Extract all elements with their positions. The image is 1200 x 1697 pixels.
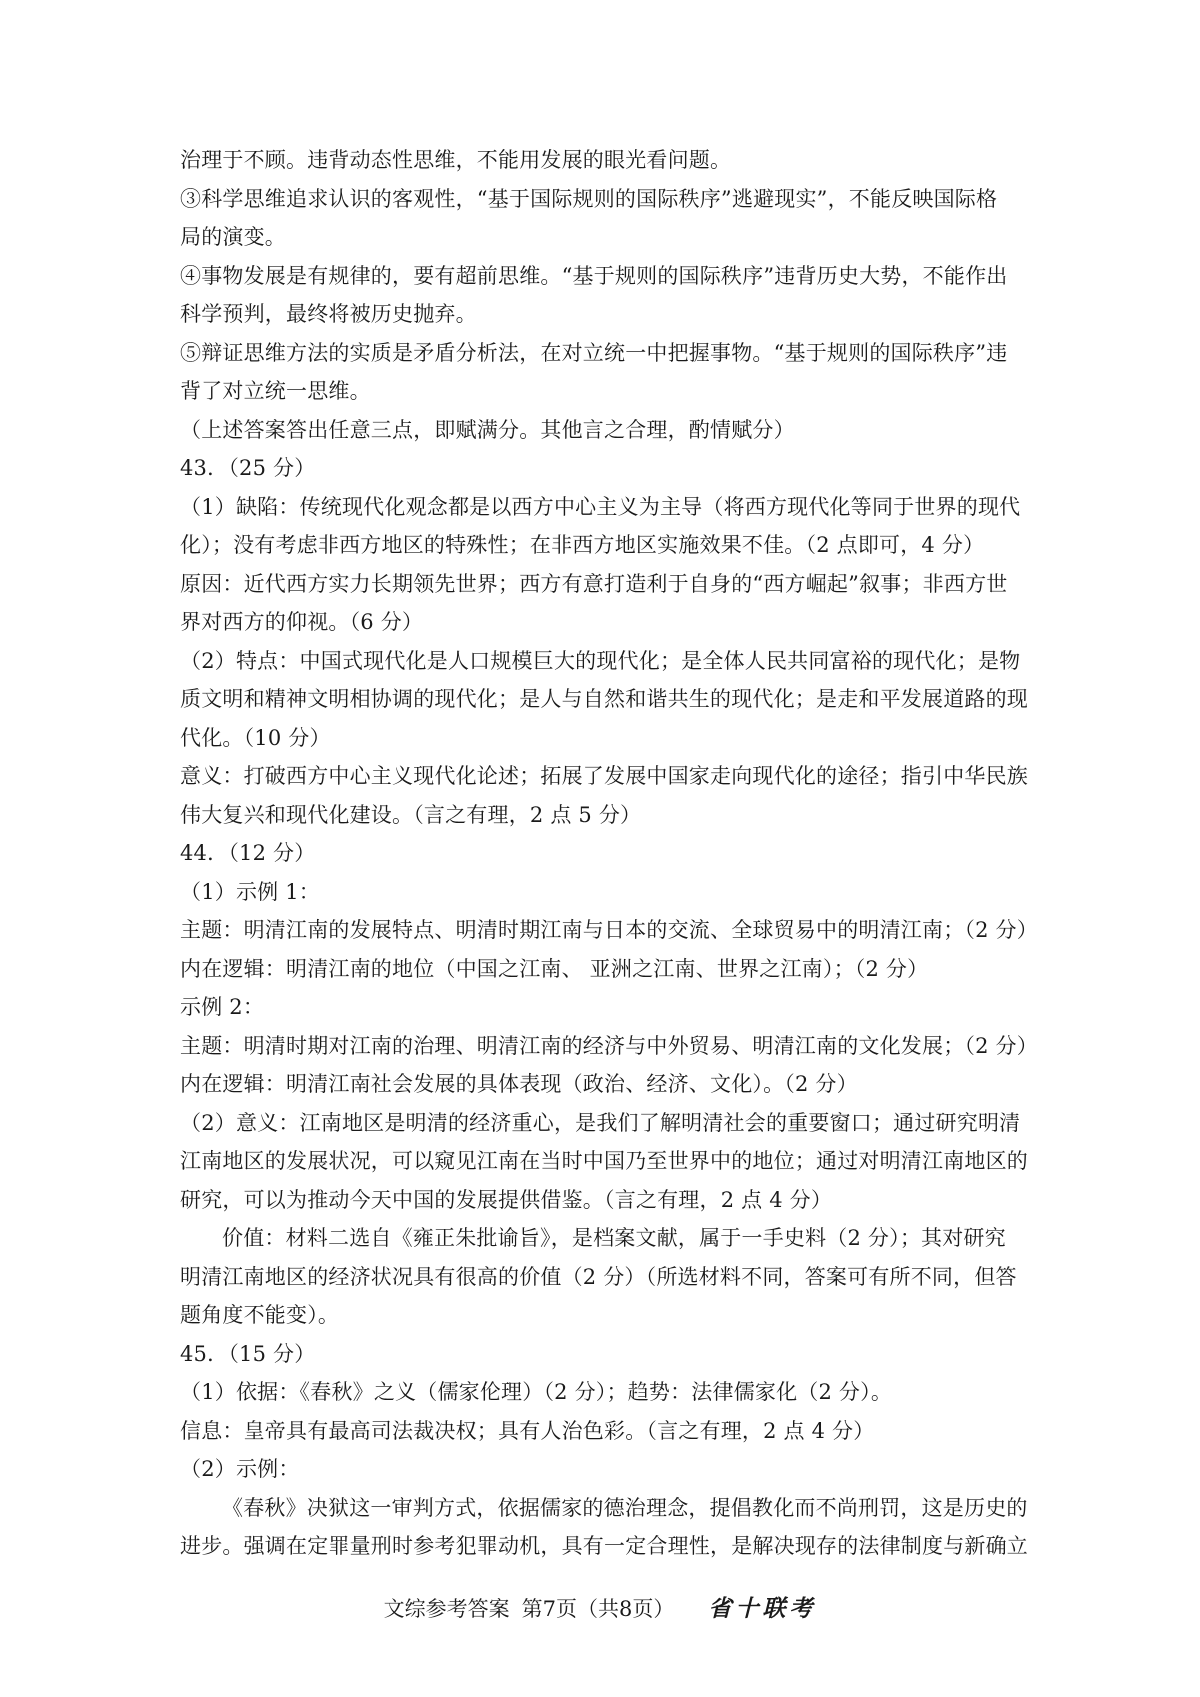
text-line: 《春秋》决狱这一审判方式，依据儒家的德治理念，提倡教化而不尚刑罚，这是历史的 [222, 1495, 1028, 1520]
text-line: ③科学思维追求认识的客观性，“基于国际规则的国际秩序”逃避现实”，不能反映国际格 [180, 186, 998, 211]
text-line: （2）示例： [180, 1457, 300, 1481]
text-line: （1）示例 1： [180, 879, 320, 904]
text-line: （1）缺陷：传统现代化观念都是以西方中心主义为主导（将西方现代化等同于世界的现代 [180, 494, 1021, 519]
footer-title: 文综参考答案 [383, 1597, 510, 1621]
question-heading-45: 45．（15 分） [180, 1341, 316, 1366]
text-line: ⑤辩证思维方法的实质是矛盾分析法，在对立统一中把握事物。“基于规则的国际秩序”违 [180, 340, 1008, 365]
text-line: 伟大复兴和现代化建设。（言之有理，2 点 5 分） [180, 802, 642, 827]
text-line: 背了对立统一思维。 [180, 379, 371, 403]
text-line: 质文明和精神文明相协调的现代化；是人与自然和谐共生的现代化；是走和平发展道路的现 [180, 687, 1028, 711]
text-line: 治理于不顾。违背动态性思维，不能用发展的眼光看问题。 [180, 148, 732, 172]
text-line: 示例 2： [180, 995, 265, 1019]
text-line: 化）；没有考虑非西方地区的特殊性；在非西方地区实施效果不佳。（2 点即可，4 分） [180, 533, 985, 557]
question-heading-43: 43．（25 分） [180, 456, 316, 480]
question-heading-44: 44．（12 分） [180, 841, 316, 865]
text-line: 价值：材料二选自《雍正朱批谕旨》，是档案文献，属于一手史料（2 分）；其对研究 [222, 1226, 1006, 1250]
text-line: （1）依据：《春秋》之义（儒家伦理）（2 分）；趋势：法律儒家化（2 分）。 [180, 1380, 893, 1404]
text-line: ④事物发展是有规律的，要有超前思维。“基于规则的国际秩序”违背历史大势，不能作出 [180, 263, 1008, 288]
text-line: 科学预判，最终将被历史抛弃。 [180, 302, 477, 326]
text-line: 明清江南地区的经济状况具有很高的价值（2 分）（所选材料不同，答案可有所不同，但答 [180, 1264, 1017, 1289]
text-line: 代化。（10 分） [180, 725, 331, 750]
text-line: 主题：明清时期对江南的治理、明清江南的经济与中外贸易、明清江南的文化发展；（2 分） [180, 1033, 1038, 1058]
text-line: （2）意义：江南地区是明清的经济重心，是我们了解明清社会的重要窗口；通过研究明清 [180, 1110, 1021, 1135]
text-line: 进步。强调在定罪量刑时参考犯罪动机，具有一定合理性，是解决现存的法律制度与新确立 [180, 1534, 1028, 1558]
text-line: 江南地区的发展状况，可以窥见江南在当时中国乃至世界中的地位；通过对明清江南地区的 [180, 1149, 1028, 1173]
text-line: 主题：明清江南的发展特点、明清时期江南与日本的交流、全球贸易中的明清江南；（2 分） [180, 918, 1038, 942]
text-line: 界对西方的仰视。（6 分） [180, 610, 424, 634]
answer-text-body [180, 141, 1040, 1566]
text-line: 题角度不能变）。 [180, 1303, 340, 1327]
text-line: 局的演变。 [180, 225, 286, 249]
text-line: （上述答案答出任意三点，即赋满分。其他言之合理，酌情赋分） [180, 417, 795, 442]
text-line: 研究，可以为推动今天中国的发展提供借鉴。（言之有理，2 点 4 分） [180, 1187, 833, 1212]
page-footer [0, 1594, 1200, 1624]
text-line: 原因：近代西方实力长期领先世界；西方有意打造利于自身的“西方崛起”叙事；非西方世 [180, 571, 1008, 596]
text-line: 内在逻辑：明清江南的地位（中国之江南、 亚洲之江南、世界之江南）；（2 分） [180, 956, 929, 981]
exam-brand-mark: 省十联考 [708, 1595, 817, 1622]
text-line: 信息：皇帝具有最高司法裁决权；具有人治色彩。（言之有理，2 点 4 分） [180, 1418, 875, 1443]
text-line: （2）特点：中国式现代化是人口规模巨大的现代化；是全体人民共同富裕的现代化；是物 [180, 648, 1021, 673]
text-line: 内在逻辑：明清江南社会发展的具体表现（政治、经济、文化）。（2 分） [180, 1072, 858, 1096]
text-line: 意义：打破西方中心主义现代化论述；拓展了发展中国家走向现代化的途径；指引中华民族 [180, 764, 1028, 788]
page-number: 第7页（共8页） [521, 1597, 675, 1621]
